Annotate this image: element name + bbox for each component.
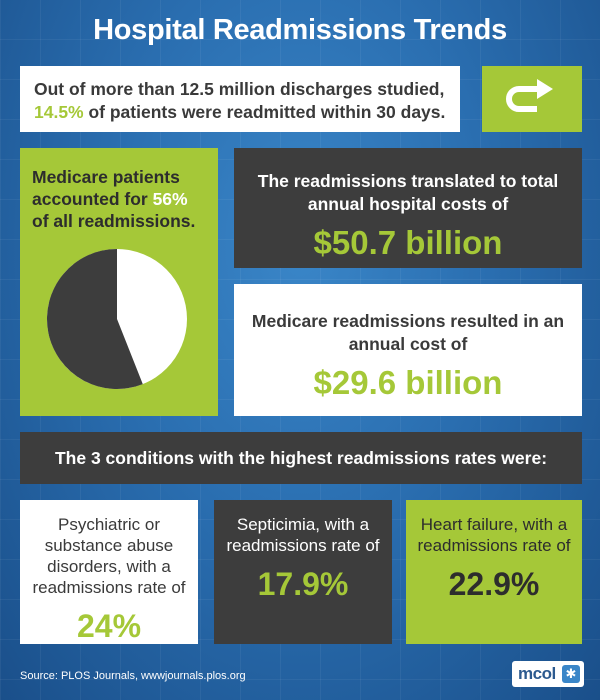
condition-rate: 24%	[76, 608, 142, 644]
condition-label: Psychiatric or substance abuse disorders, with a readmissions rate of	[32, 515, 186, 597]
medicare-share-panel	[20, 148, 218, 416]
page-title: Hospital Readmissions Trends	[93, 14, 507, 46]
source-citation: Source: PLOS Journals, wwwjournals.plos.org	[20, 670, 246, 682]
total-cost-label: The readmissions translated to total annual hospital costs of	[257, 171, 559, 214]
medicare-share-pie	[46, 248, 188, 390]
medicare-cost-label: Medicare readmissions resulted in an annual cost of	[251, 311, 565, 354]
conditions-heading: The 3 conditions with the highest readmissions rates were:	[20, 432, 582, 484]
intro-panel	[20, 66, 460, 132]
total-cost-panel	[234, 148, 582, 268]
total-cost-value: $50.7 billion	[313, 224, 503, 261]
intro-text-end: of patients were readmitted within 30 days.	[83, 102, 446, 122]
medicare-share-value: 56%	[152, 189, 188, 209]
arrow-panel	[482, 66, 582, 132]
readmission-rate: 14.5%	[34, 102, 84, 122]
medicare-cost-panel	[234, 284, 582, 416]
return-arrow-icon	[503, 79, 561, 119]
condition-label: Septicimia, with a readmissions rate of	[226, 515, 380, 555]
condition-card-septicimia	[214, 500, 392, 644]
condition-label: Heart failure, with a readmissions rate of	[417, 515, 571, 555]
medicare-cost-value: $29.6 billion	[313, 364, 503, 401]
logo-text: mcol	[518, 664, 556, 683]
mcol-logo	[512, 661, 584, 687]
condition-rate: 22.9%	[448, 566, 540, 602]
condition-rate: 17.9%	[257, 566, 349, 602]
condition-card-psychiatric	[20, 500, 198, 644]
medicare-share-text: Medicare patients accounted for 56% of all readmissions.	[32, 167, 196, 231]
snowflake-icon: ✱	[562, 665, 580, 683]
condition-card-heart-failure	[406, 500, 582, 644]
intro-text: Out of more than 12.5 million discharges studied,	[34, 79, 445, 99]
